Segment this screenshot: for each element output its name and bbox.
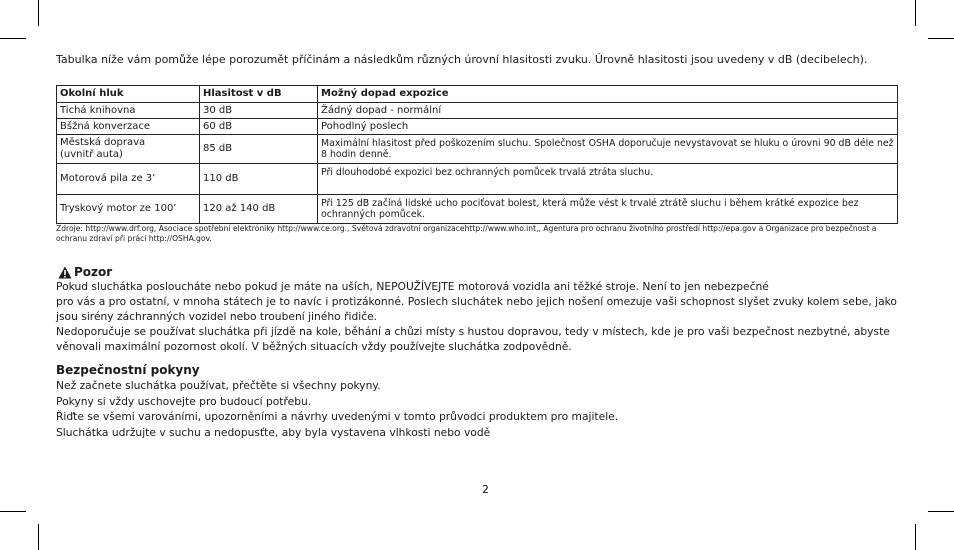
warning-text xyxy=(56,279,901,354)
column-header-level: Hlasitost v dB xyxy=(200,86,318,103)
table-cell-level: 110 dB xyxy=(200,164,318,195)
table-cell-noise: Bšžná konverzace xyxy=(57,119,200,135)
warning-paragraph: pro vás a pro ostatní, v mnoha státech je to navíc i protizákonné. Poslech sluchátek nebo jejich nošení omezuje vaši schopnost slyšet zvuky kolem sebe, jako jsou sirény záchranných vozidel nebo troubení jiného řidiče. xyxy=(56,295,897,323)
crop-mark xyxy=(0,38,26,39)
safety-heading: Bezpečnostní pokyny xyxy=(56,363,200,377)
sources-note: Zdroje: http://www.drf.org, Asociace spotřební elektroniky http://www.ce.org., Světová zdravotní organizacehttp://www.who.int,, Agentura pro ochranu životního prostředí http://epa.gov a Organizace pro bezpečnost a ochranu zdraví při práci http://OSHA.gov. xyxy=(56,224,877,243)
table-cell-impact: Žádný dopad - normální xyxy=(318,103,898,119)
table-cell-impact: Maximální hlasitost před poškozením sluchu. Společnost OSHA doporučuje nevystavovat se hluku o úrovni 90 dB déle než 8 hodin denně. xyxy=(318,135,898,164)
table-cell-level: 60 dB xyxy=(200,119,318,135)
warning-paragraph: Nedoporučuje se používat sluchátka při jízdě na kole, běhání a chůzi místy s hustou dopravou, tedy v místech, kde je pro vaši bezpečnost nezbytné, abyste věnovali maximální pozornost okolí. V běžných situacích vždy používejte sluchátka zodpovědně. xyxy=(56,325,890,353)
table-cell-level: 85 dB xyxy=(200,135,318,164)
table-header-row xyxy=(57,86,898,103)
table-cell-noise: Tichá knihovna xyxy=(57,103,200,119)
warning-title: Pozor xyxy=(74,265,113,279)
table-row xyxy=(57,164,898,195)
crop-mark xyxy=(38,524,39,550)
table-row xyxy=(57,135,898,164)
page-number: 2 xyxy=(482,483,489,496)
table-cell-noise-line: Městská doprava xyxy=(60,137,146,148)
column-header-impact: Možný dopad expozice xyxy=(318,86,898,103)
table-cell-noise xyxy=(57,135,200,164)
warning-heading xyxy=(58,264,112,280)
safety-item: Než začnete sluchátka používat, přečtěte si všechny pokyny. xyxy=(56,379,381,392)
crop-mark xyxy=(0,511,26,512)
safety-item: Řiďte se všemi varováními, upozorněními a návrhy uvedenými v tomto průvodci produktem pro majitele. xyxy=(56,410,619,423)
table-cell-noise: Motorová pila ze 3’ xyxy=(57,164,200,195)
table-cell-impact: Pohodlný poslech xyxy=(318,119,898,135)
crop-mark xyxy=(38,0,39,26)
crop-mark xyxy=(915,524,916,550)
safety-item: Pokyny si vždy uschovejte pro budoucí potřebu. xyxy=(56,394,312,408)
table-cell-noise-line: (uvnitř auta) xyxy=(60,149,123,160)
warning-triangle-icon xyxy=(58,266,72,279)
noise-level-table xyxy=(56,85,898,224)
table-cell-level: 30 dB xyxy=(200,103,318,119)
document-page xyxy=(56,0,899,550)
warning-paragraph: Pokud sluchátka posloucháte nebo pokud je máte na uších, NEPOUŽÍVEJTE motorová vozidla ani těžké stroje. Není to jen nebezpečné xyxy=(56,280,769,293)
safety-instructions xyxy=(56,378,899,440)
crop-mark xyxy=(928,511,954,512)
crop-mark xyxy=(928,38,954,39)
table-row xyxy=(57,103,898,119)
table-row xyxy=(57,119,898,135)
table-cell-noise: Tryskový motor ze 100’ xyxy=(57,195,200,224)
table-row xyxy=(57,195,898,224)
intro-text: Tabulka níže vám pomůže lépe porozumět příčinám a následkům různých úrovní hlasitosti zvuku. Úrovně hlasitosti jsou uvedeny v dB (decibelech). xyxy=(56,53,868,66)
table-cell-impact: Při dlouhodobé expozici bez ochranných pomůcek trvalá ztráta sluchu. xyxy=(318,164,898,195)
table-cell-level: 120 až 140 dB xyxy=(200,195,318,224)
table-cell-impact: Při 125 dB začíná lidské ucho pociťovat bolest, která může vést k trvalé ztrátě sluchu i během krátké expozice bez ochranných pomůcek. xyxy=(318,195,898,224)
crop-mark xyxy=(915,0,916,26)
safety-item: Sluchátka udržujte v suchu a nedopusťte, aby byla vystavena vlhkosti nebo vodě xyxy=(56,425,491,439)
column-header-noise: Okolní hluk xyxy=(57,86,200,103)
